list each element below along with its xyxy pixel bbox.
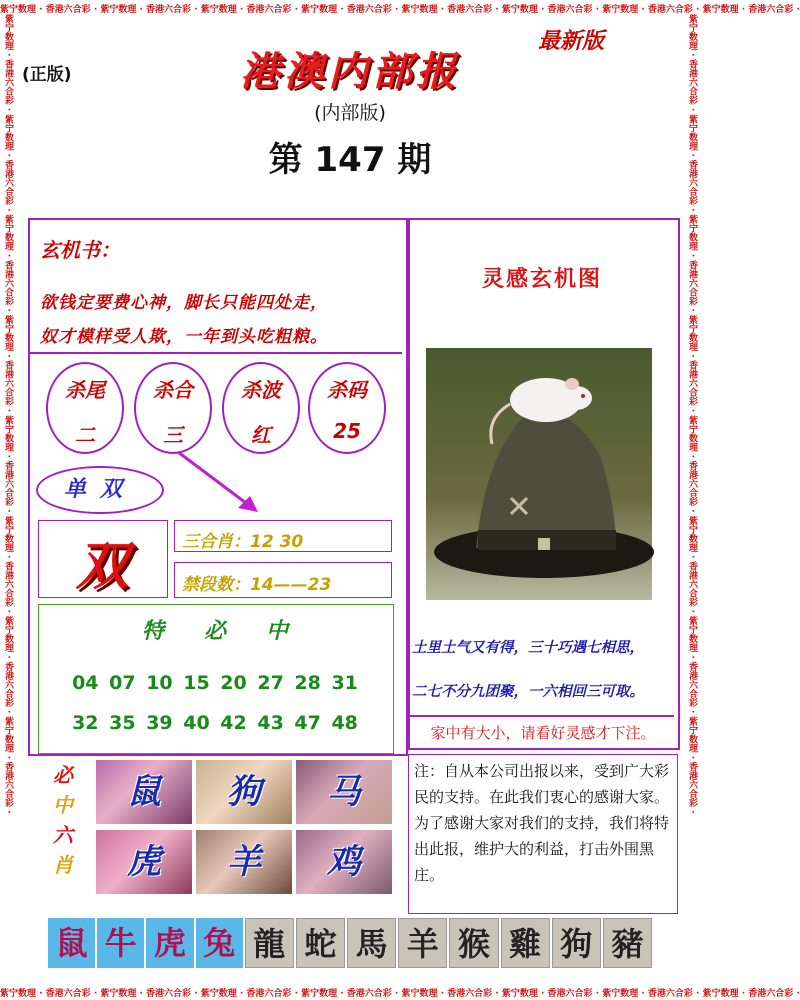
zodiac-tile-label: 虎 [127,842,161,882]
border-bottom-text: 紫宁数理 · 香港六合彩 · 紫宁数理 · 香港六合彩 · 紫宁数理 · 香港六合彩 · 紫宁数理 · 香港六合彩 · 紫宁数理 · 香港六合彩 · 紫宁数理 · 香港六合彩 · 紫宁数理 · 香港六合彩 · 紫宁数理 · 香港六合彩 · [0,989,800,999]
banned-range-text: 禁段数：14——23 [182,575,332,595]
numbers-row-1: 04 07 10 15 20 27 28 31 [72,672,358,694]
zodiac-tile-rooster [296,830,392,894]
oval-key: 杀码 [327,378,367,402]
side-label-char: 中 [53,793,73,817]
notice-text: 注：自从本公司出报以来，受到广大彩民的支持。在此我们衷心的感谢大家。为了感谢大家对我们的支持，我们将特出此报，维护大的利益，打击外围黑庄。 [414,762,670,884]
zodiac-dragon: 龍 [245,918,294,968]
oval-value: 25 [333,419,361,443]
special-numbers-title: 特必中 [141,619,328,644]
zodiac-snake: 蛇 [296,918,345,968]
kill-number-oval [308,362,386,454]
latest-tag: 最新版 [538,29,605,54]
side-label-char: 六 [53,823,73,847]
issue-number: 第 147 期 [268,140,432,180]
edition-tag: (正版) [22,65,72,85]
zodiac-dog: 狗 [552,918,601,968]
numbers-row-2: 32 35 39 40 42 43 47 48 [72,712,358,734]
zodiac-rat: 鼠 [48,918,95,968]
oval-key: 杀尾 [65,378,105,402]
oval-key: 杀合 [153,378,193,402]
kill-combo-oval [134,362,212,454]
border-right-text: 紫宁数理 · 香港六合彩 · 紫宁数理 · 香港六合彩 · 紫宁数理 · 香港六合彩 · 紫宁数理 · 香港六合彩 · 紫宁数理 · 香港六合彩 · 紫宁数理 · 香港六合彩 · 紫宁数理 · 香港六合彩 · 紫宁数理 · 香港六合彩 · [687,14,697,814]
zodiac-tile-label: 羊 [227,842,261,882]
zodiac-tile-horse [296,760,392,824]
poem-line-1: 土里土气又有得，三十巧遇七相思， [412,640,644,656]
zodiac-monkey: 猴 [449,918,498,968]
border-left-text: 紫宁数理 · 香港六合彩 · 紫宁数理 · 香港六合彩 · 紫宁数理 · 香港六合彩 · 紫宁数理 · 香港六合彩 · 紫宁数理 · 香港六合彩 · 紫宁数理 · 香港六合彩 · 紫宁数理 · 香港六合彩 · 紫宁数理 · 香港六合彩 · [3,14,13,814]
oval-value: 三 [163,423,183,447]
inspiration-image-title: 灵感玄机图 [481,267,602,292]
oval-key: 杀波 [241,378,281,402]
odd-even-oval: 单双 [36,466,164,514]
zodiac-tile-rat [96,760,192,824]
zodiac-tile-goat [196,830,292,894]
zodiac-tiger: 虎 [146,918,193,968]
verse-line-2: 奴才模样受人欺，一年到头吃粗粮。 [40,327,328,347]
zodiac-tile-label: 马 [327,772,361,812]
arrow-icon [170,444,270,520]
zodiac-tile-label: 狗 [227,772,261,812]
page-subtitle: (内部版) [314,102,386,124]
verse-line-1: 欲钱定要费心神，脚长只能四处走， [40,293,328,313]
zodiac-tile-dog [196,760,292,824]
zodiac-pig: 豬 [603,918,652,968]
tip-text: 家中有大小，请看好灵感才下注。 [430,724,656,742]
zodiac-goat: 羊 [398,918,447,968]
zodiac-bar [48,918,652,968]
big-char: 双 [75,537,128,597]
kill-wave-oval [222,362,300,454]
zodiac-ox: 牛 [97,918,144,968]
verse-title: 玄机书： [40,238,120,262]
six-zodiac-label [48,760,78,880]
zodiac-rooster: 雞 [501,918,550,968]
zodiac-horse: 馬 [347,918,396,968]
oval-value: 二 [75,423,95,447]
zodiac-tile-label: 鼠 [127,772,161,812]
zodiac-tile-label: 鸡 [327,842,361,882]
zodiac-tile-tiger [96,830,192,894]
kill-tail-oval [46,362,124,454]
side-label-char: 必 [53,763,73,787]
divider [410,715,674,717]
oval-value: 红 [251,423,271,447]
zodiac-rabbit: 兔 [196,918,243,968]
sanhe-text: 三合肖：12 30 [182,532,304,552]
rat-on-hat-image [426,348,652,600]
page-title: 港澳内部报 [240,49,460,95]
side-label-char: 肖 [53,853,73,877]
poem-line-2: 二七不分九团聚，一六相回三可取。 [412,684,644,700]
border-top-text: 紫宁数理 · 香港六合彩 · 紫宁数理 · 香港六合彩 · 紫宁数理 · 香港六合彩 · 紫宁数理 · 香港六合彩 · 紫宁数理 · 香港六合彩 · 紫宁数理 · 香港六合彩 · 紫宁数理 · 香港六合彩 · 紫宁数理 · 香港六合彩 · [0,5,800,15]
divider [30,352,402,354]
